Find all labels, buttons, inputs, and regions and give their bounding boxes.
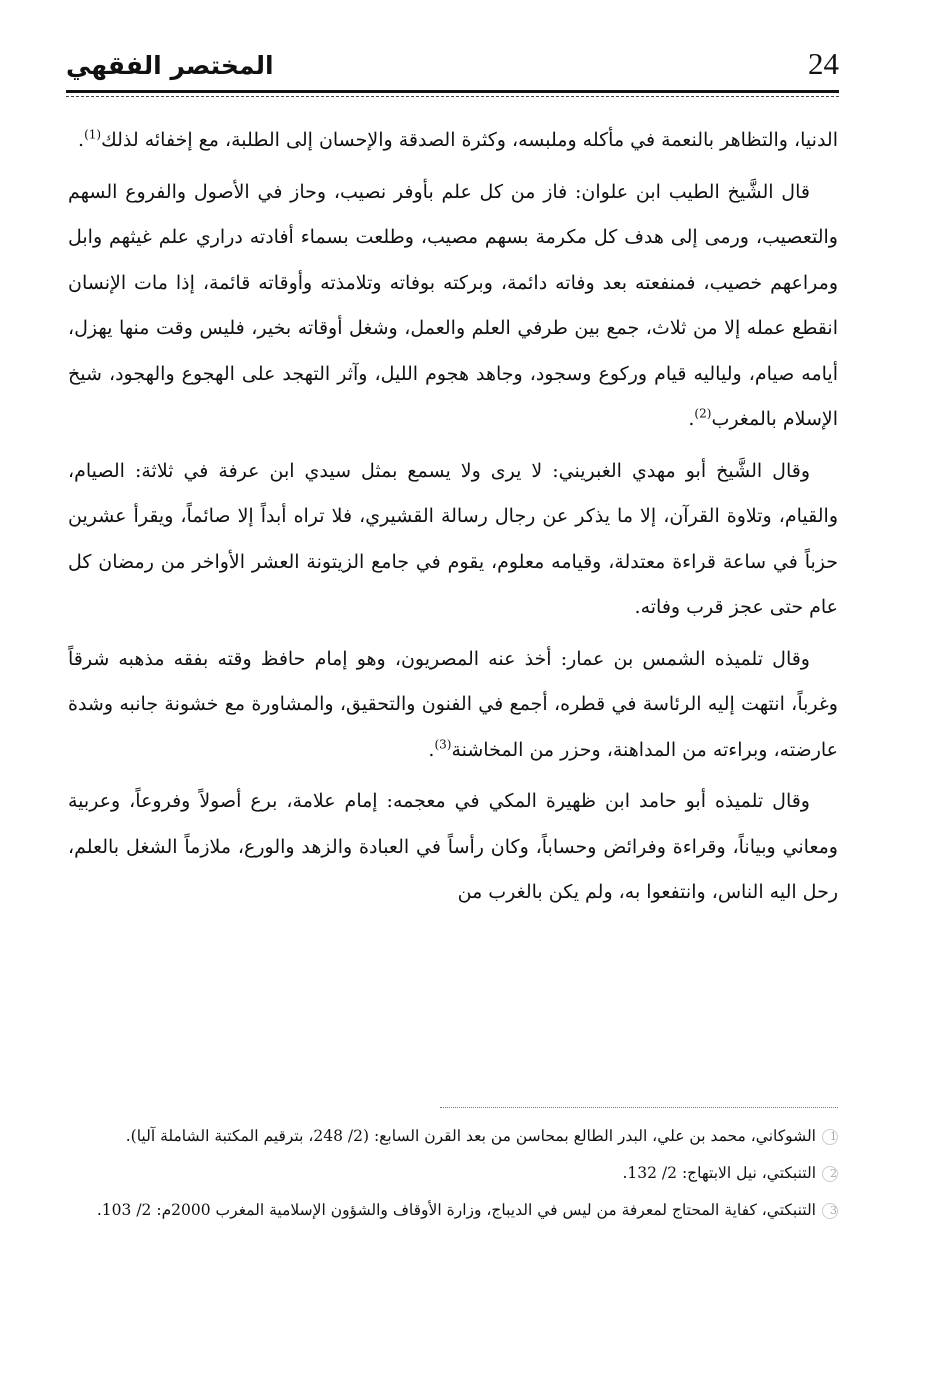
- paragraph-text: الدنيا، والتظاهر بالنعمة في مأكله وملبسه، وكثرة الصدقة والإحسان إلى الطلبة، مع إخفائه لذلك: [101, 129, 838, 151]
- paragraph-end: .: [428, 738, 435, 761]
- footnote-ref: (1): [84, 127, 102, 142]
- page-header: [66, 44, 839, 100]
- paragraph-text: وقال تلميذه أبو حامد ابن ظهيرة المكي في معجمه: إمام علامة، برع أصولاً وفروعاً، وعربية ومعاني وبياناً، وقراءة وفرائض وحساباً، وكان رأساً في العبادة والزهد والورع، ملازماً الشغل بالعلم، رحل اليه الناس، وانتفعوا به، ولم يكن بالغرب من: [68, 790, 838, 903]
- paragraph: [68, 118, 838, 164]
- footnote: [72, 1194, 838, 1227]
- paragraph: [68, 637, 838, 774]
- paragraph-text: وقال تلميذه الشمس بن عمار: أخذ عنه المصريون، وهو إمام حافظ وقته بفقه مذهبه شرقاً وغرباً، انتهت إليه الرئاسة في قطره، أجمع في الفنون والتحقيق، والمشاورة مع خشونة جانبه وشدة عارضته، وبراءته من المداهنة، وحزر من المخاشنة: [68, 647, 838, 761]
- paragraph: [68, 779, 838, 916]
- body-text: [68, 118, 838, 922]
- footnote-number: 1: [822, 1129, 838, 1145]
- footnote-ref: (2): [694, 406, 712, 421]
- footnote-text: الشوكاني، محمد بن علي، البدر الطالع بمحاسن من بعد القرن السابع: (2/ 248، بترقيم المكتبة الشاملة آليا).: [125, 1127, 816, 1145]
- footnote: [72, 1120, 838, 1153]
- footnote-text: التنبكتي، كفاية المحتاج لمعرفة من ليس في الديباج، وزارة الأوقاف والشؤون الإسلامية المغرب 2000م: 2/ 103.: [96, 1201, 816, 1219]
- footnote: [72, 1157, 838, 1190]
- page-number: 24: [808, 46, 839, 81]
- paragraph: [68, 170, 838, 443]
- footnote-text: التنبكتي، نيل الابتهاج: 2/ 132.: [622, 1164, 816, 1182]
- footnotes: [72, 1120, 838, 1231]
- footnote-separator: [440, 1107, 838, 1108]
- header-rule: [66, 90, 839, 93]
- footnote-number: 3: [822, 1203, 838, 1219]
- paragraph-text: قال الشَّيخ الطيب ابن علوان: فاز من كل علم بأوفر نصيب، وحاز في الأصول والفروع السهم والتعصيب، ورمى إلى هدف كل مكرمة بسهم مصيب، وطلعت بسماء أفادته دراري علم غيثهم وابل ومراعهم خصيب، فمنفعته بعد وفاته دائمة، وبركته بوفاته وتلامذته وأوقاته قائمة، إذا مات الإنسان انقطع عمله إلا من ثلاث، جمع بين طرفي العلم والعمل، وشغل أوقاته بخير، فليس وقت منها يهزل، أيامه صيام، ولياليه قيام وركوع وسجود، وجاهد هجوم الليل، وآثر التهجد على الهجوع والهجود، شيخ الإسلام بالمغرب: [68, 180, 838, 430]
- footnote-ref: (3): [434, 737, 452, 752]
- footnote-number: 2: [822, 1166, 838, 1182]
- paragraph-text: وقال الشَّيخ أبو مهدي الغبريني: لا يرى ولا يسمع بمثل سيدي ابن عرفة في ثلاثة: الصيام، والقيام، وتلاوة القرآن، إلا ما يذكر عن رجال رسالة القشيري، فلا تراه أبداً إلا صائماً، ويقرأ عشرين حزباً في ساعة قراءة معتدلة، وقيامه معلوم، يقوم في جامع الزيتونة العشر الأواخر من رمضان كل عام حتى عجز قرب وفاته.: [68, 459, 839, 618]
- running-title: المختصر الفقهي: [66, 51, 274, 80]
- header-rule-dashed: [66, 96, 839, 97]
- paragraph-end: .: [688, 408, 695, 430]
- paragraph-end: .: [78, 129, 85, 151]
- paragraph: [68, 449, 838, 631]
